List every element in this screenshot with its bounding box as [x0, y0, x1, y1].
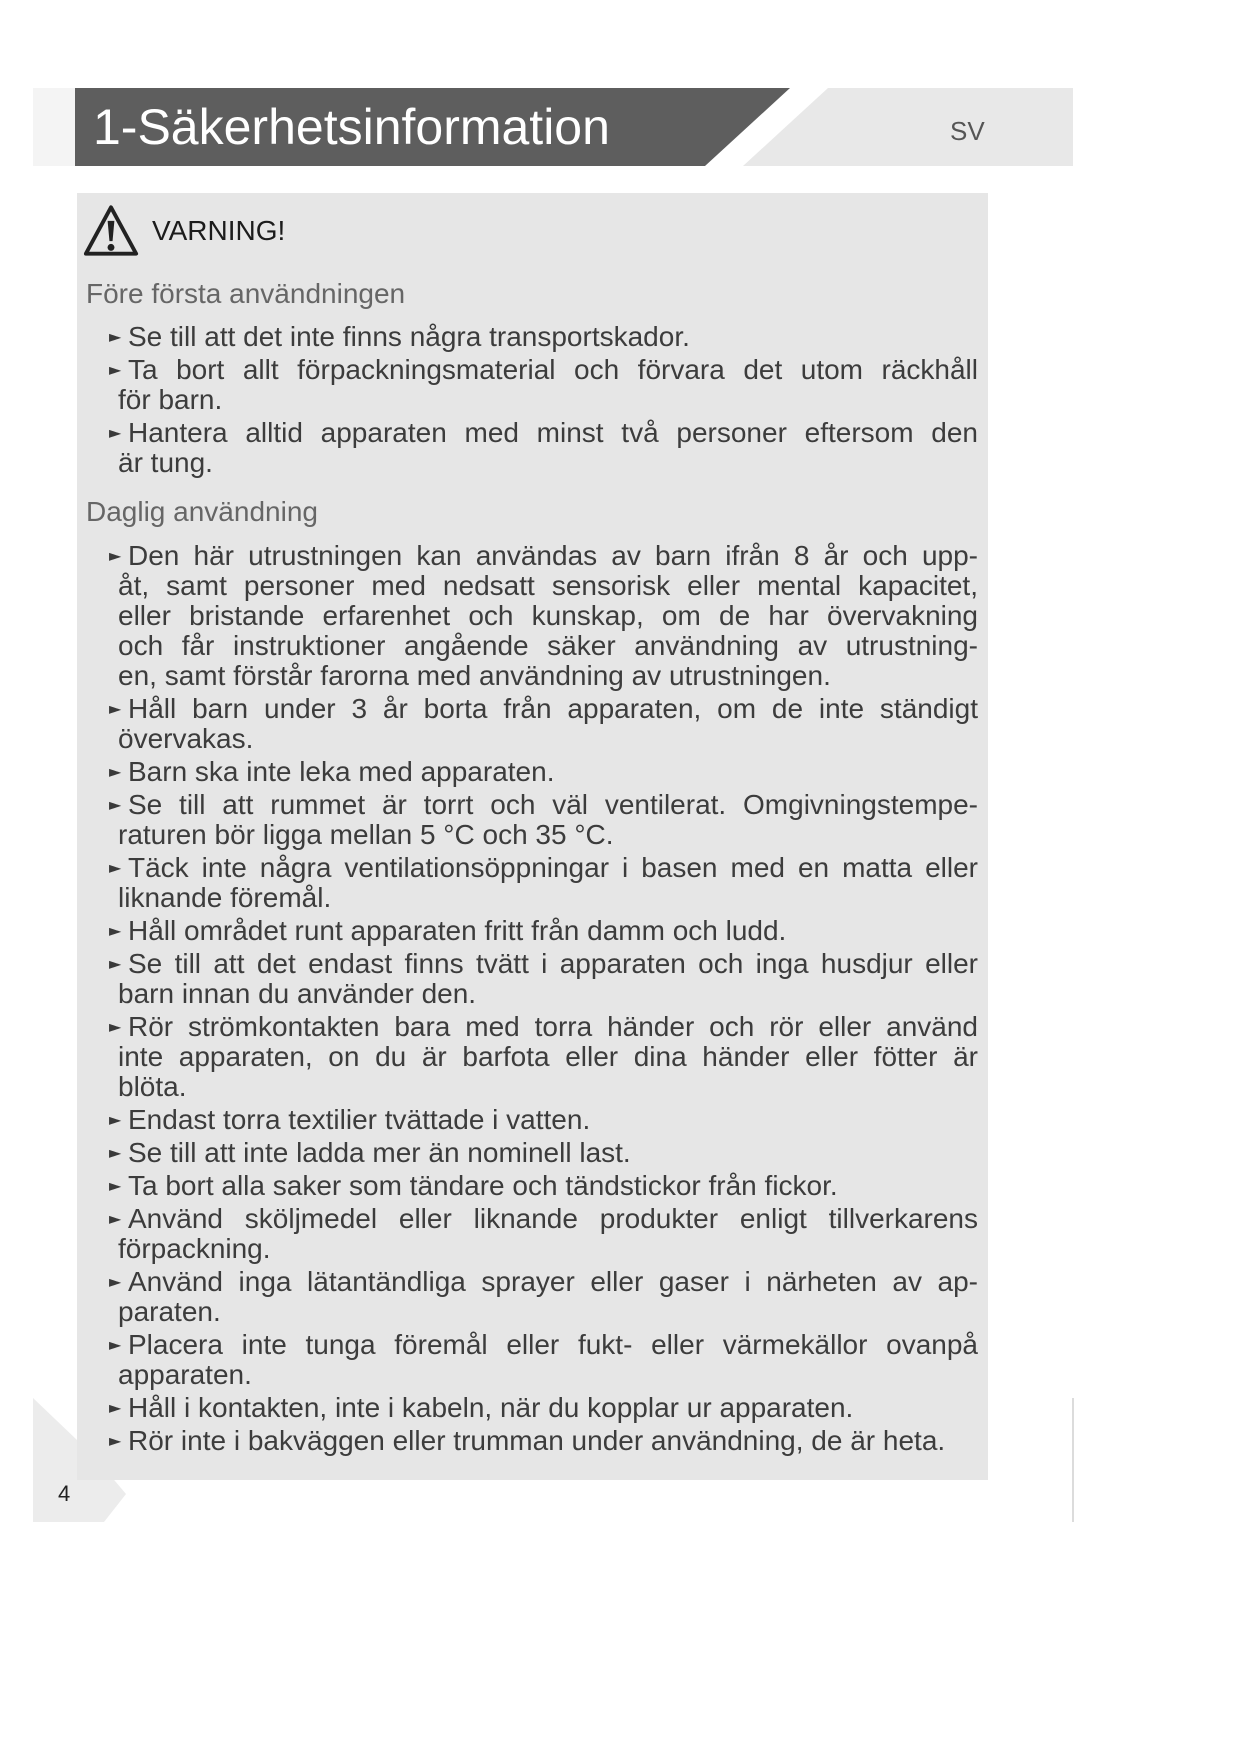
- item-line: Håll området runt apparaten fritt från damm och ludd.: [128, 916, 787, 946]
- bullet-list: [109, 541, 978, 1456]
- list-item: [109, 757, 978, 787]
- item-line: Håll barn under 3 år borta från apparaten, om de inte ständigt: [128, 694, 978, 724]
- language-code: SV: [950, 116, 985, 146]
- item-line: raturen bör ligga mellan 5 °C och 35 °C.: [118, 820, 614, 850]
- list-item: [109, 1138, 978, 1168]
- bullet-icon: ►: [109, 1272, 122, 1291]
- list-item: [109, 322, 978, 352]
- bullet-icon: ►: [109, 360, 122, 379]
- item-line: för barn.: [118, 385, 223, 415]
- list-item: [109, 1330, 978, 1390]
- bullet-icon: ►: [109, 546, 122, 565]
- bullet-icon: ►: [109, 795, 122, 814]
- list-item: [109, 916, 978, 946]
- bullet-icon: ►: [109, 1335, 122, 1354]
- header-left-stub: [33, 88, 75, 166]
- item-line: Se till att det inte finns några transportskador.: [128, 322, 690, 352]
- list-item: [109, 949, 978, 1009]
- item-line: Rör inte i bakväggen eller trumman under användning, de är heta.: [128, 1426, 946, 1456]
- item-line: Se till att inte ladda mer än nominell last.: [128, 1138, 631, 1168]
- item-line: Se till att det endast finns tvätt i apparaten och inga husdjur eller: [128, 949, 978, 979]
- item-line: åt, samt personer med nedsatt sensorisk eller mental kapacitet,: [118, 571, 978, 601]
- list-item: [109, 790, 978, 850]
- list-item: [109, 1012, 978, 1102]
- warning-triangle-icon: [82, 203, 140, 258]
- bullet-icon: ►: [109, 1209, 122, 1228]
- item-line: paraten.: [118, 1297, 221, 1327]
- list-item: [109, 355, 978, 415]
- list-item: [109, 1105, 978, 1135]
- bullet-icon: ►: [109, 1017, 122, 1036]
- section-heading: Före första användningen: [86, 278, 406, 309]
- item-line: en, samt förstår farorna med användning av utrustningen.: [118, 661, 831, 691]
- item-line: Håll i kontakten, inte i kabeln, när du kopplar ur apparaten.: [128, 1393, 854, 1423]
- bullet-icon: ►: [109, 1431, 122, 1450]
- page-title: 1-Säkerhetsinformation: [93, 99, 610, 155]
- item-line: är tung.: [118, 448, 213, 478]
- item-line: Den här utrustningen kan användas av barn ifrån 8 år och upp-: [128, 541, 978, 571]
- item-line: apparaten.: [118, 1360, 252, 1390]
- item-line: Täck inte några ventilationsöppningar i basen med en matta eller: [128, 853, 978, 883]
- item-line: Endast torra textilier tvättade i vatten.: [128, 1105, 591, 1135]
- item-line: Placera inte tunga föremål eller fukt- eller värmekällor ovanpå: [128, 1330, 978, 1360]
- item-line: Hantera alltid apparaten med minst två personer eftersom den: [128, 418, 978, 448]
- item-line: inte apparaten, on du är barfota eller dina händer eller fötter är: [118, 1042, 978, 1072]
- item-line: eller bristande erfarenhet och kunskap, om de har övervakning: [118, 601, 978, 631]
- item-line: Barn ska inte leka med apparaten.: [128, 757, 555, 787]
- bullet-icon: ►: [109, 954, 122, 973]
- bullet-icon: ►: [109, 1398, 122, 1417]
- bullet-icon: ►: [109, 327, 122, 346]
- language-tab: [743, 88, 1073, 166]
- bullet-icon: ►: [109, 762, 122, 781]
- bullet-icon: ►: [109, 1110, 122, 1129]
- item-line: och får instruktioner angående säker användning av utrustning-: [118, 631, 978, 661]
- bullet-list: [109, 322, 978, 478]
- warning-box: [77, 193, 988, 1480]
- list-item: [109, 1393, 978, 1423]
- list-item: [109, 418, 978, 478]
- item-line: Använd inga lätantändliga sprayer eller gaser i närheten av ap-: [128, 1267, 978, 1297]
- page-number: 4: [58, 1481, 71, 1506]
- item-line: Ta bort allt förpackningsmaterial och förvara det utom räckhåll: [128, 355, 978, 385]
- bullet-icon: ►: [109, 1143, 122, 1162]
- list-item: [109, 853, 978, 913]
- bullet-icon: ►: [109, 699, 122, 718]
- list-item: [109, 694, 978, 754]
- bullet-icon: ►: [109, 858, 122, 877]
- list-item: [109, 1267, 978, 1327]
- section-heading: Daglig användning: [86, 496, 318, 527]
- item-line: Använd sköljmedel eller liknande produkter enligt tillverkarens: [128, 1204, 978, 1234]
- warning-label: VARNING!: [152, 215, 286, 246]
- item-line: Se till att rummet är torrt och väl ventilerat. Omgivningstempe-: [128, 790, 978, 820]
- item-line: Rör strömkontakten bara med torra händer och rör eller använd: [128, 1012, 978, 1042]
- item-line: blöta.: [118, 1072, 187, 1102]
- item-line: förpackning.: [118, 1234, 271, 1264]
- item-line: Ta bort alla saker som tändare och tändstickor från fickor.: [128, 1171, 838, 1201]
- list-item: [109, 541, 978, 691]
- bullet-icon: ►: [109, 1176, 122, 1195]
- list-item: [109, 1426, 978, 1456]
- list-item: [109, 1171, 978, 1201]
- item-line: övervakas.: [118, 724, 254, 754]
- list-item: [109, 1204, 978, 1264]
- bullet-icon: ►: [109, 423, 122, 442]
- bullet-icon: ►: [109, 921, 122, 940]
- item-line: barn innan du använder den.: [118, 979, 477, 1009]
- item-line: liknande föremål.: [118, 883, 332, 913]
